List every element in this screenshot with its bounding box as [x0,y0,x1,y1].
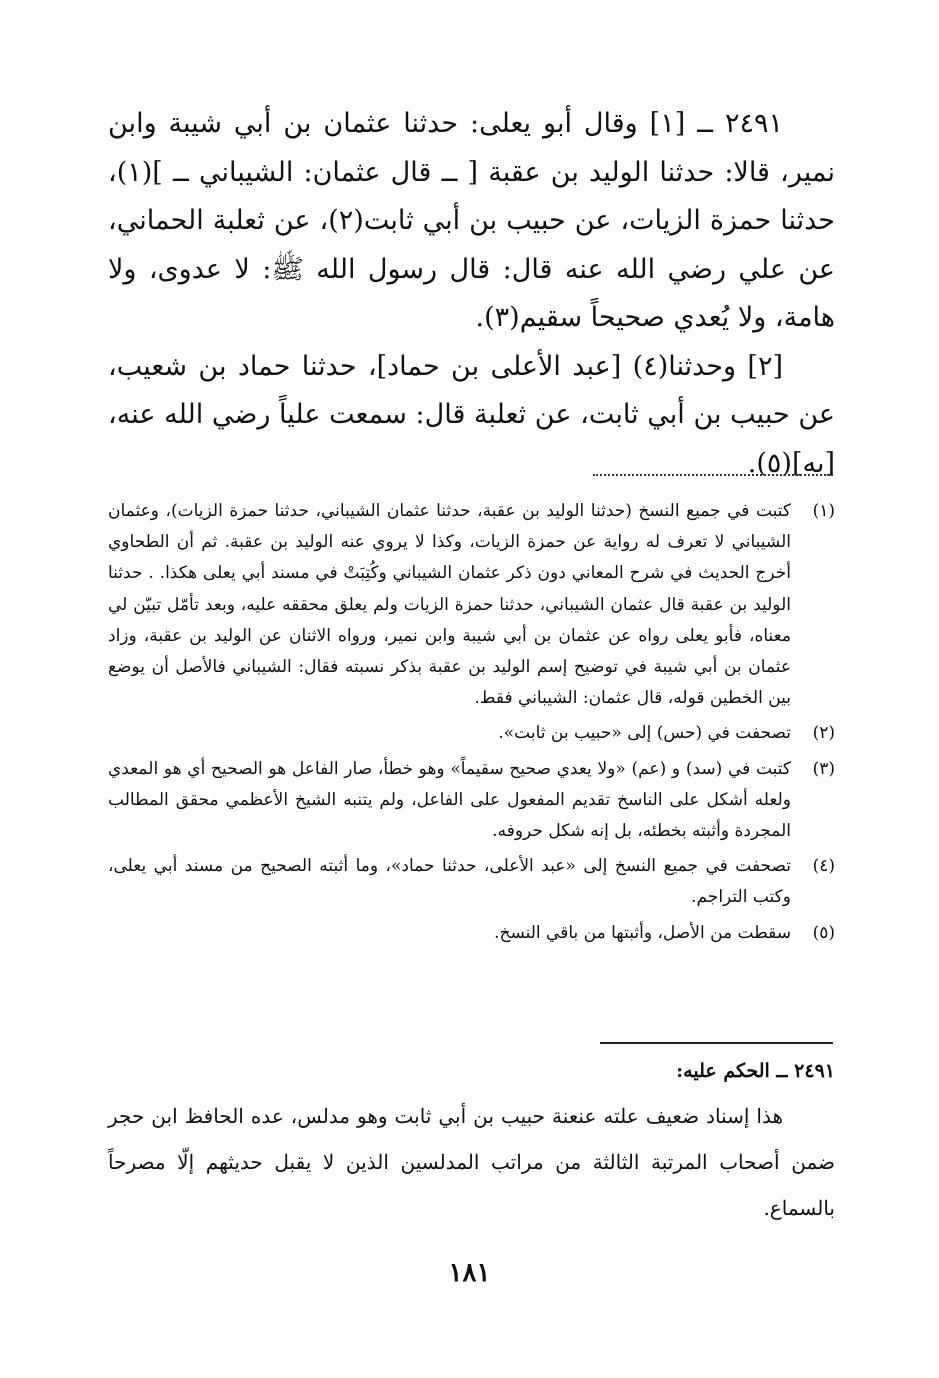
footnote-number: (٤) [812,856,835,877]
verdict-text: هذا إسناد ضعيف علته عنعنة حبيب بن أبي ثابت وهو مدلس، عده الحافظ ابن حجر ضمن أصحاب المرتبة الثالثة من مراتب المدلسين الذين لا يقبل حديثهم إلّا مصرحاً بالسماع. [108,1104,835,1220]
page-number: ١٨١ [448,1258,491,1288]
footnote-2 [108,718,835,749]
verdict-separator-rule [600,1042,833,1044]
footnote-number: (١) [812,501,835,521]
hadith-paragraph-2: [٢] وحدثنا(٤) [عبد الأعلى بن حماد]، حدثنا حماد بن شعيب، عن حبيب بن أبي ثابت، عن ثعلبة قال: سمعت علياً رضي الله عنه، [به](٥). [108,350,835,479]
footnote-text: سقطت من الأصل، وأثبتها من باقي النسخ. [494,922,791,943]
footnote-3 [108,754,835,848]
footnotes-section [108,496,835,953]
verdict-heading: ٢٤٩١ ــ الحكم عليه: [676,1060,835,1082]
footnote-text: تصحفت في (حس) إلى «حبيب بن ثابت». [498,723,791,744]
hadith-main-text [108,100,835,488]
footnote-number: (٥) [812,922,835,943]
footnote-number: (٢) [812,723,835,744]
footnote-text: كتبت في (سد) و (عم) «ولا يعدي صحيح سقيماً» وهو خطأ، صار الفاعل هو الصحيح أي هو المعدي ولعله أشكل على الناسخ تقديم المفعول على الفاعل، ولم يتنبه الشيخ الأعظمي محقق المطالب المجردة وأثبته بخطئه، بل إنه شكل حروفه. [108,758,791,842]
footnote-text: تصحفت في جميع النسخ إلى «عبد الأعلى، حدثنا حماد»، وما أثبته الصحيح من مسند أبي يعلى، وكتب التراجم. [108,856,791,908]
footnote-5 [108,918,835,949]
footnote-dotted-separator [593,474,833,476]
hadith-paragraph-1: ٢٤٩١ ــ [١] وقال أبو يعلى: حدثنا عثمان بن أبي شيبة وابن نمير، قالا: حدثنا الوليد بن عقبة [ ــ قال عثمان: الشيباني ــ ](١)، حدثنا حمزة الزيات، عن حبيب بن أبي ثابت(٢)، عن ثعلبة الحماني، عن علي رضي الله عنه قال: قال رسول الله ﷺ: لا عدوى، ولا هامة، ولا يُعدي صحيحاً سقيم(٣). [108,108,835,333]
footnote-number: (٣) [812,758,835,779]
footnote-4 [108,851,835,913]
verdict-section [108,1050,835,1231]
footnote-1 [108,496,835,714]
footnote-text: كتبت في جميع النسخ (حدثنا الوليد بن عقبة، حدثنا عثمان الشيباني، حدثنا حمزة الزيات)، وعثمان الشيباني لا تعرف له رواية عن حمزة الزيات، وكذا لا يروي عنه الوليد بن عقبة. ثم أن الطحاوي أخرج الحديث في شرح المعاني دون ذكر عثمان الشيباني وكُتِبَتْ في مسند أبي يعلى هكذا. . حدثنا الوليد بن عقبة قال عثمان الشيباني، حدثنا حمزة الزيات ولم يعلق محققه عليه، وبعد تأمّل تبيّن لي معناه، فأبو يعلى رواه عن عثمان بن أبي شيبة وابن نمير، ورواه الاثنان عن الوليد بن عقبة، وزاد عثمان بن أبي شيبة في توضيح إسم الوليد بن عقبة بذكر نسبته فقال: الشيباني فالأصل أن يوضع بين الخطين قوله، قال عثمان: الشيباني فقط. [108,501,791,709]
